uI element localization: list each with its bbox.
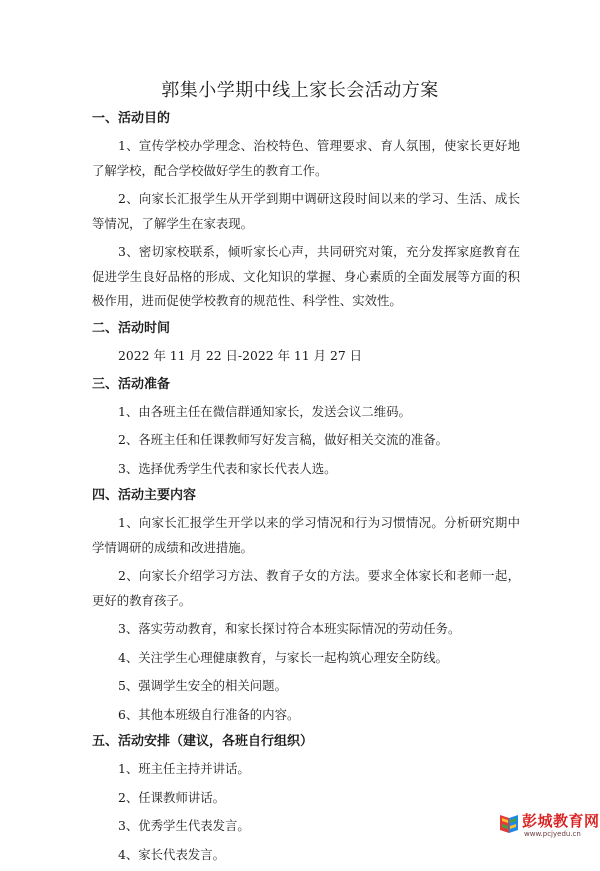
paragraph: 1、向家长汇报学生开学以来的学习情况和行为习惯情况。分析研究期中学情调研的成绩和改进措施。 xyxy=(92,515,520,555)
section-arrangement xyxy=(92,731,520,867)
activity-date-range: 2022 年 11 月 22 日-2022 年 11 月 27 日 xyxy=(118,347,363,363)
section-heading: 五、活动安排（建议，各班自行组织） xyxy=(92,734,314,749)
watermark-brand: 彭城教育网 xyxy=(522,812,600,830)
paragraph: 1、宣传学校办学理念、治校特色、管理要求、育人氛围，使家长更好地了解学校，配合学校做好学生的教育工作。 xyxy=(92,138,520,178)
paragraph: 3、选择优秀学生代表和家长代表人选。 xyxy=(118,460,337,476)
section-heading: 二、活动时间 xyxy=(92,320,171,336)
section-heading: 一、活动目的 xyxy=(92,111,171,126)
paragraph: 1、由各班主任在微信群通知家长，发送会议二维码。 xyxy=(118,403,411,419)
paragraph: 4、关注学生心理健康教育，与家长一起构筑心理安全防线。 xyxy=(118,649,449,665)
paragraph: 6、其他本班级自行准备的内容。 xyxy=(118,706,300,722)
paragraph: 4、家长代表发言。 xyxy=(118,846,226,862)
section-time xyxy=(92,318,520,368)
document-title: 郭集小学期中线上家长会活动方案 xyxy=(161,80,439,101)
section-main-content xyxy=(92,485,520,727)
paragraph: 3、密切家校联系，倾听家长心声，共同研究对策，充分发挥家庭教育在促进学生良好品格的形成、文化知识的掌握、身心素质的全面发展等方面的积极作用，进而促使学校教育的规范性、科学性、实效性。 xyxy=(92,244,520,308)
paragraph: 2、向家长汇报学生从开学到期中调研这段时间以来的学习、生活、成长等情况，了解学生在家表现。 xyxy=(92,191,520,231)
document-body xyxy=(92,108,520,871)
paragraph: 5、强调学生安全的相关问题。 xyxy=(118,678,287,693)
open-book-icon xyxy=(498,814,520,834)
paragraph: 2、任课教师讲话。 xyxy=(118,789,226,805)
paragraph: 3、优秀学生代表发言。 xyxy=(118,818,250,833)
paragraph: 2、各班主任和任课教师写好发言稿，做好相关交流的准备。 xyxy=(118,432,449,447)
section-purpose xyxy=(92,108,520,314)
paragraph: 3、落实劳动教育，和家长探讨符合本班实际情况的劳动任务。 xyxy=(118,621,461,636)
paragraph: 1、班主任主持并讲话。 xyxy=(118,761,250,776)
section-heading: 四、活动主要内容 xyxy=(92,488,197,503)
section-preparation xyxy=(92,374,520,482)
watermark-url: www.pcjyedu.cn xyxy=(524,830,581,838)
paragraph: 2、向家长介绍学习方法、教育子女的方法。要求全体家长和老师一起，更好的教育孩子。 xyxy=(92,568,520,608)
watermark-logo xyxy=(498,808,600,842)
section-heading: 三、活动准备 xyxy=(92,376,171,392)
